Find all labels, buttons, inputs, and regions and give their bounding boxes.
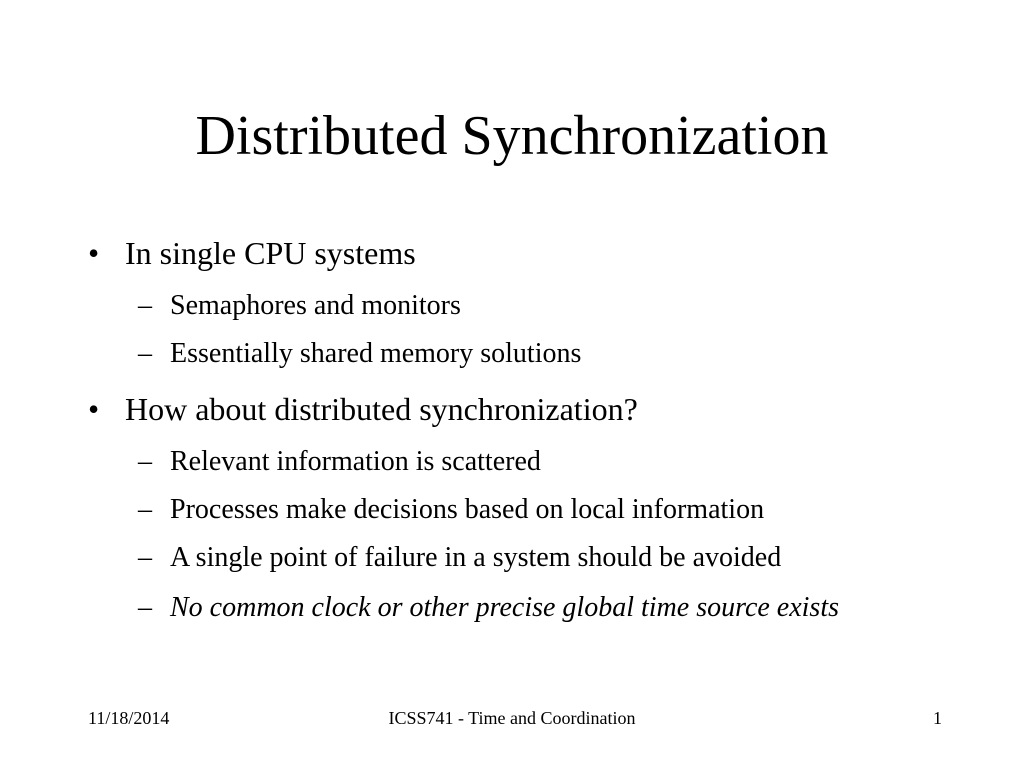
sub-bullet-text: A single point of failure in a system should be avoided xyxy=(170,542,782,573)
sub-bullet-marker: – xyxy=(138,338,152,369)
slide-title: Distributed Synchronization xyxy=(195,105,829,167)
bullet-marker: • xyxy=(88,391,100,427)
sub-bullet-marker: – xyxy=(138,446,152,477)
sub-bullet-text: Processes make decisions based on local information xyxy=(170,494,765,525)
sub-bullet-text: Essentially shared memory solutions xyxy=(170,338,582,369)
sub-bullet-marker: – xyxy=(138,494,152,525)
sub-bullet-text: Semaphores and monitors xyxy=(170,290,461,321)
sub-bullet-text: No common clock or other precise global time source exists xyxy=(170,592,840,623)
sub-bullet-text: Relevant information is scattered xyxy=(170,446,541,477)
bullet-text: How about distributed synchronization? xyxy=(125,391,638,427)
footer-date: 11/18/2014 xyxy=(88,708,170,728)
bullet-text: In single CPU systems xyxy=(125,235,416,271)
sub-bullet-marker: – xyxy=(138,290,152,321)
bullet-marker: • xyxy=(88,235,100,271)
footer-title: ICSS741 - Time and Coordination xyxy=(388,708,636,728)
footer-page-number: 1 xyxy=(933,708,942,728)
sub-bullet-marker: – xyxy=(138,542,152,573)
sub-bullet-marker: – xyxy=(138,592,152,623)
